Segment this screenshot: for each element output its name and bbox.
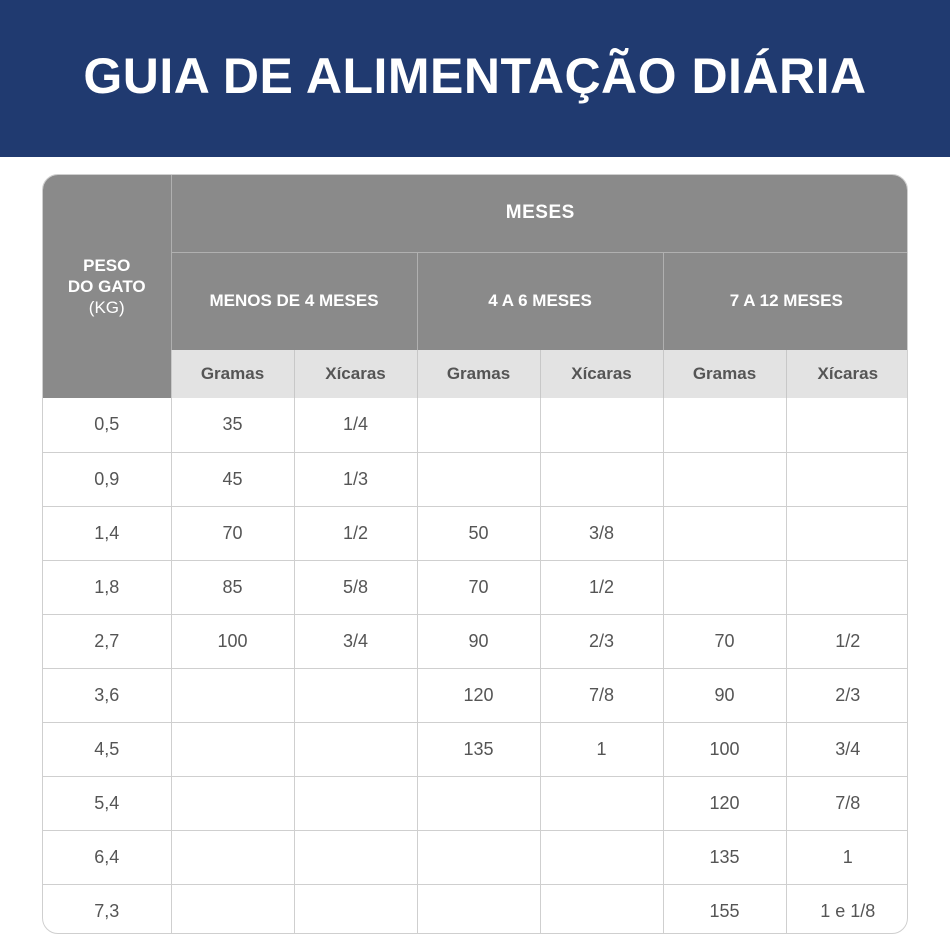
table-cell: 90 [663,668,786,722]
table-cell [786,560,908,614]
age-group-header: 7 A 12 MESES [663,252,908,350]
peso-header-unit: (KG) [88,298,125,317]
table-cell [294,776,417,830]
table-cell: 135 [417,722,540,776]
table-cell: 1/2 [294,506,417,560]
table-body [43,398,908,934]
peso-header [43,175,171,398]
table-cell: 3/4 [786,722,908,776]
peso-cell: 5,4 [43,776,171,830]
table-cell: 70 [663,614,786,668]
table-cell: 90 [417,614,540,668]
table-cell [786,398,908,452]
unit-header: Xícaras [786,350,908,398]
peso-header-line1: PESO [83,256,131,275]
unit-header: Gramas [417,350,540,398]
table-cell [294,884,417,934]
peso-cell: 1,4 [43,506,171,560]
peso-cell: 0,9 [43,452,171,506]
table-cell: 5/8 [294,560,417,614]
table-row [43,776,908,830]
feeding-table [43,175,908,934]
table-row [43,614,908,668]
table-cell [663,506,786,560]
unit-header: Gramas [663,350,786,398]
table-row [43,884,908,934]
table-row [43,452,908,506]
table-cell: 1 e 1/8 [786,884,908,934]
table-cell: 85 [171,560,294,614]
header-banner [0,0,950,157]
feeding-table-container [42,174,908,934]
peso-cell: 6,4 [43,830,171,884]
table-cell: 1/2 [786,614,908,668]
meses-header: MESES [171,175,908,252]
age-group-header: MENOS DE 4 MESES [171,252,417,350]
table-cell [417,830,540,884]
table-cell [663,560,786,614]
unit-header: Gramas [171,350,294,398]
table-cell [417,884,540,934]
table-cell [540,452,663,506]
table-cell [294,830,417,884]
table-cell [417,776,540,830]
table-cell: 1/4 [294,398,417,452]
peso-cell: 4,5 [43,722,171,776]
table-row [43,398,908,452]
table-cell: 155 [663,884,786,934]
table-cell: 1 [786,830,908,884]
age-group-header: 4 A 6 MESES [417,252,663,350]
table-cell: 3/8 [540,506,663,560]
table-cell: 100 [171,614,294,668]
table-cell [417,398,540,452]
table-row [43,560,908,614]
table-cell [171,830,294,884]
peso-cell: 0,5 [94,414,120,435]
table-cell: 120 [663,776,786,830]
table-cell [417,452,540,506]
table-cell: 3/4 [294,614,417,668]
table-row [43,668,908,722]
table-cell: 7/8 [786,776,908,830]
table-cell: 2/3 [540,614,663,668]
table-cell [294,722,417,776]
peso-header-line2: DO GATO [67,277,146,296]
table-cell [663,452,786,506]
table-cell [663,398,786,452]
peso-cell: 2,7 [43,614,171,668]
table-cell [171,776,294,830]
table-cell [786,506,908,560]
table-row [43,830,908,884]
table-cell [171,884,294,934]
table-cell [294,668,417,722]
table-cell [540,776,663,830]
table-cell [540,830,663,884]
page-title: GUIA DE ALIMENTAÇÃO DIÁRIA [83,47,867,104]
table-cell: 100 [663,722,786,776]
table-cell: 70 [171,506,294,560]
table-cell: 1 [540,722,663,776]
table-cell: 7/8 [540,668,663,722]
table-cell: 1/3 [294,452,417,506]
table-cell: 2/3 [786,668,908,722]
table-cell: 50 [417,506,540,560]
peso-cell: 7,3 [43,884,171,934]
table-row [43,722,908,776]
unit-header: Xícaras [540,350,663,398]
table-cell: 35 [171,398,294,452]
table-row [43,506,908,560]
table-cell: 1/2 [540,560,663,614]
table-cell: 135 [663,830,786,884]
unit-header: Xícaras [294,350,417,398]
table-cell: 45 [171,452,294,506]
table-cell: 120 [417,668,540,722]
table-cell: 70 [417,560,540,614]
table-cell [540,398,663,452]
table-cell [171,722,294,776]
table-cell [786,452,908,506]
peso-cell: 3,6 [43,668,171,722]
table-cell [171,668,294,722]
peso-cell: 1,8 [43,560,171,614]
table-cell [540,884,663,934]
